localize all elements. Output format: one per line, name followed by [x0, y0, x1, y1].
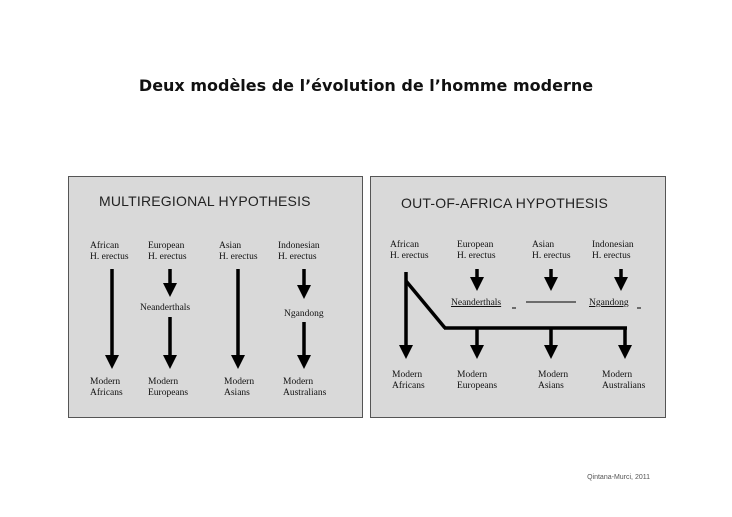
ooa-top-african: African H. erectus — [390, 240, 429, 261]
multi-bottom-africans: Modern Africans — [90, 377, 123, 398]
multi-bottom-australians: Modern Australians — [283, 377, 327, 398]
ooa-arrowhead-africans — [399, 345, 413, 359]
ooa-arrowhead-asian-erectus — [544, 277, 558, 291]
arrowhead-european-top — [163, 283, 177, 297]
arrowhead-asian — [231, 355, 245, 369]
multi-top-asian: Asian H. erectus — [219, 241, 258, 262]
ooa-mid-neanderthals: Neanderthals — [451, 298, 502, 308]
multi-mid-neanderthals: Neanderthals — [140, 303, 191, 313]
ooa-bottom-australians: Modern Australians — [602, 370, 646, 391]
multi-top-african: African H. erectus — [90, 241, 129, 262]
ooa-arrowhead-indonesian-erectus — [614, 277, 628, 291]
ooa-arrowhead-asians — [544, 345, 558, 359]
source-credit: Qintana-Murci, 2011 — [587, 474, 650, 481]
multi-bottom-asians: Modern Asians — [224, 377, 255, 398]
out-of-africa-title: OUT-OF-AFRICA HYPOTHESIS — [401, 195, 609, 211]
multi-top-european: European H. erectus — [148, 241, 187, 262]
ooa-arrowhead-australians — [618, 345, 632, 359]
out-of-africa-arrows — [371, 177, 667, 419]
ooa-mid-ngandong: Ngandong — [589, 298, 629, 308]
arrowhead-european-bottom — [163, 355, 177, 369]
multiregional-arrows — [69, 177, 364, 419]
multiregional-title: MULTIREGIONAL HYPOTHESIS — [99, 193, 311, 209]
ooa-top-asian: Asian H. erectus — [532, 240, 571, 261]
page-title: Deux modèles de l’évolution de l’homme moderne — [138, 76, 594, 95]
multiregional-panel — [68, 176, 363, 418]
multi-top-indonesian: Indonesian H. erectus — [278, 241, 320, 262]
ooa-bottom-europeans: Modern Europeans — [457, 370, 498, 391]
ooa-arrowhead-european-erectus — [470, 277, 484, 291]
multi-mid-ngandong: Ngandong — [284, 309, 324, 319]
arrowhead-african — [105, 355, 119, 369]
ooa-dispersal-diagonal — [406, 281, 445, 328]
ooa-top-european: European H. erectus — [457, 240, 496, 261]
ooa-bottom-asians: Modern Asians — [538, 370, 569, 391]
multi-bottom-europeans: Modern Europeans — [148, 377, 189, 398]
ooa-bottom-africans: Modern Africans — [392, 370, 425, 391]
arrowhead-indonesian-bottom — [297, 355, 311, 369]
ooa-arrowhead-europeans — [470, 345, 484, 359]
arrowhead-indonesian-top — [297, 285, 311, 299]
ooa-top-indonesian: Indonesian H. erectus — [592, 240, 634, 261]
out-of-africa-panel — [370, 176, 666, 418]
